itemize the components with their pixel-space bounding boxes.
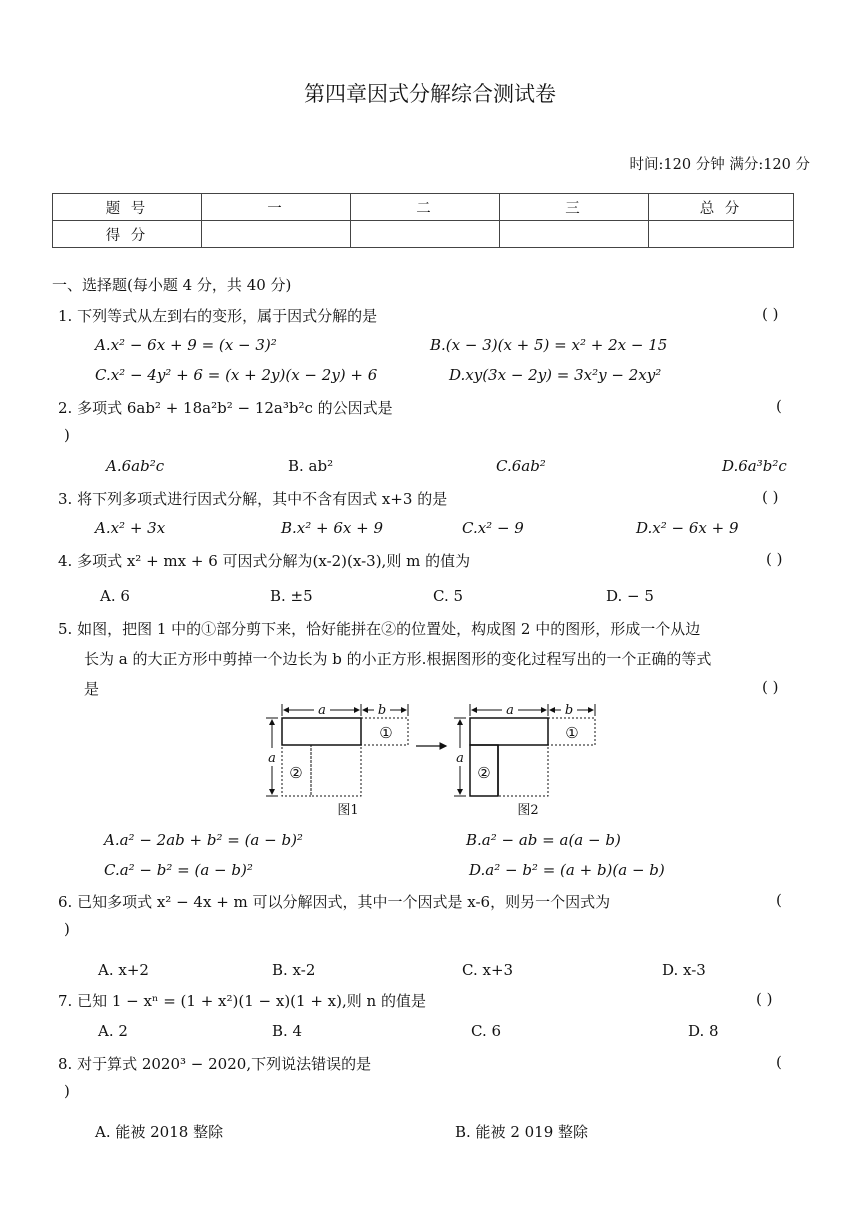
q8-paren-close: ) <box>64 1082 70 1100</box>
q5-option-c: C.a² − b² = (a − b)² <box>104 861 253 879</box>
table-cell: 三 <box>500 194 649 221</box>
q6-option-b: B. x-2 <box>272 961 316 979</box>
q2-option-d: D.6a³b²c <box>722 457 787 475</box>
page-title: 第四章因式分解综合测试卷 <box>304 82 556 106</box>
q5-stem-line3: 是 <box>84 680 100 698</box>
q2-option-b: B. ab² <box>288 457 334 475</box>
q6-option-a: A. x+2 <box>98 961 149 979</box>
fig1-caption: 图1 <box>337 803 359 818</box>
q3-option-a: A.x² + 3x <box>95 519 166 537</box>
table-cell: 总 分 <box>649 194 794 221</box>
q3-option-b: B.x² + 6x + 9 <box>281 519 384 537</box>
section-header: 一、选择题(每小题 4 分，共 40 分) <box>52 276 292 294</box>
q4-option-b: B. ±5 <box>270 587 313 605</box>
q4-option-a: A. 6 <box>100 587 130 605</box>
table-row <box>53 221 794 248</box>
table-cell: 一 <box>202 194 351 221</box>
q1-answer-paren: ( ) <box>762 305 779 323</box>
table-cell: 二 <box>351 194 500 221</box>
fig2-top-rect <box>470 718 548 745</box>
q3-answer-paren: ( ) <box>762 488 779 506</box>
fig2-cut-square <box>498 745 548 796</box>
q8-stem: 8. 对于算式 2020³ − 2020,下列说法错误的是 <box>58 1055 372 1073</box>
q2-stem: 2. 多项式 6ab² + 18a²b² − 12a³b²c 的公因式是 <box>58 399 393 417</box>
table-cell <box>649 221 794 248</box>
fig1-a-label: a <box>318 703 326 718</box>
table-row <box>53 194 794 221</box>
q8-paren-open: ( <box>776 1053 782 1071</box>
q7-option-a: A. 2 <box>98 1022 128 1040</box>
fig1-b-label: b <box>377 703 387 718</box>
q3-option-d: D.x² − 6x + 9 <box>636 519 739 537</box>
q2-option-a: A.6ab²c <box>106 457 165 475</box>
table-cell: 题 号 <box>53 194 202 221</box>
q8-option-a: A. 能被 2018 整除 <box>95 1123 224 1141</box>
q6-option-d: D. x-3 <box>662 961 706 979</box>
q5-option-a: A.a² − 2ab + b² = (a − b)² <box>104 831 303 849</box>
table-cell <box>351 221 500 248</box>
q1-option-d: D.xy(3x − 2y) = 3x²y − 2xy² <box>449 366 662 384</box>
table-cell <box>500 221 649 248</box>
q8-option-b: B. 能被 2 019 整除 <box>455 1123 589 1141</box>
q6-stem: 6. 已知多项式 x² − 4x + m 可以分解因式，其中一个因式是 x-6，则另一个因式为 <box>58 893 611 911</box>
table-cell <box>202 221 351 248</box>
q7-option-c: C. 6 <box>471 1022 502 1040</box>
q5-option-b: B.a² − ab = a(a − b) <box>466 831 621 849</box>
q5-figure <box>258 696 608 822</box>
q3-option-c: C.x² − 9 <box>462 519 524 537</box>
fig1-cut-square <box>311 745 361 796</box>
q6-paren-close: ) <box>64 920 70 938</box>
q3-stem: 3. 将下列多项式进行因式分解，其中不含有因式 x+3 的是 <box>58 490 448 508</box>
fig2-side-label: a <box>456 751 464 766</box>
fig2-caption: 图2 <box>517 803 539 818</box>
q1-option-b: B.(x − 3)(x + 5) = x² + 2x − 15 <box>430 336 668 354</box>
q7-option-d: D. 8 <box>688 1022 719 1040</box>
q1-option-a: A.x² − 6x + 9 = (x − 3)² <box>95 336 277 354</box>
q6-option-c: C. x+3 <box>462 961 514 979</box>
q7-stem: 7. 已知 1 − xⁿ = (1 + x²)(1 − x)(1 + x),则 n 的值是 <box>58 992 426 1010</box>
q4-answer-paren: ( ) <box>766 550 783 568</box>
q7-option-b: B. 4 <box>272 1022 303 1040</box>
fig2-a-label: a <box>506 703 514 718</box>
fig2-circle-1: ① <box>565 724 579 742</box>
time-info: 时间:120 分钟 满分:120 分 <box>629 157 810 173</box>
q2-paren-open: ( <box>776 397 782 415</box>
q4-option-c: C. 5 <box>433 587 464 605</box>
q1-option-c: C.x² − 4y² + 6 = (x + 2y)(x − 2y) + 6 <box>95 366 378 384</box>
fig1-top-rect <box>282 718 361 745</box>
q4-option-d: D. − 5 <box>606 587 654 605</box>
fig1-side-label: a <box>268 751 276 766</box>
q5-stem-line2: 长为 a 的大正方形中剪掉一个边长为 b 的小正方形.根据图形的变化过程写出的一个正确的等式 <box>84 650 712 668</box>
q6-paren-open: ( <box>776 891 782 909</box>
fig2-b-label: b <box>564 703 574 718</box>
q4-stem: 4. 多项式 x² + mx + 6 可因式分解为(x-2)(x-3),则 m 的值为 <box>58 552 471 570</box>
q2-option-c: C.6ab² <box>496 457 546 475</box>
q2-paren-close: ) <box>64 426 70 444</box>
fig1-circle-1: ① <box>379 724 393 742</box>
q1-stem: 1. 下列等式从左到右的变形，属于因式分解的是 <box>58 307 378 325</box>
fig2-circle-2: ② <box>477 764 491 782</box>
q5-stem-line1: 5. 如图，把图 1 中的①部分剪下来，恰好能拼在②的位置处，构成图 2 中的图形，形成一个从边 <box>58 620 701 638</box>
q5-option-d: D.a² − b² = (a + b)(a − b) <box>469 861 665 879</box>
score-table <box>52 193 794 248</box>
table-cell: 得 分 <box>53 221 202 248</box>
fig1-circle-2: ② <box>289 764 303 782</box>
q5-answer-paren: ( ) <box>762 678 779 696</box>
q7-answer-paren: ( ) <box>756 990 773 1008</box>
